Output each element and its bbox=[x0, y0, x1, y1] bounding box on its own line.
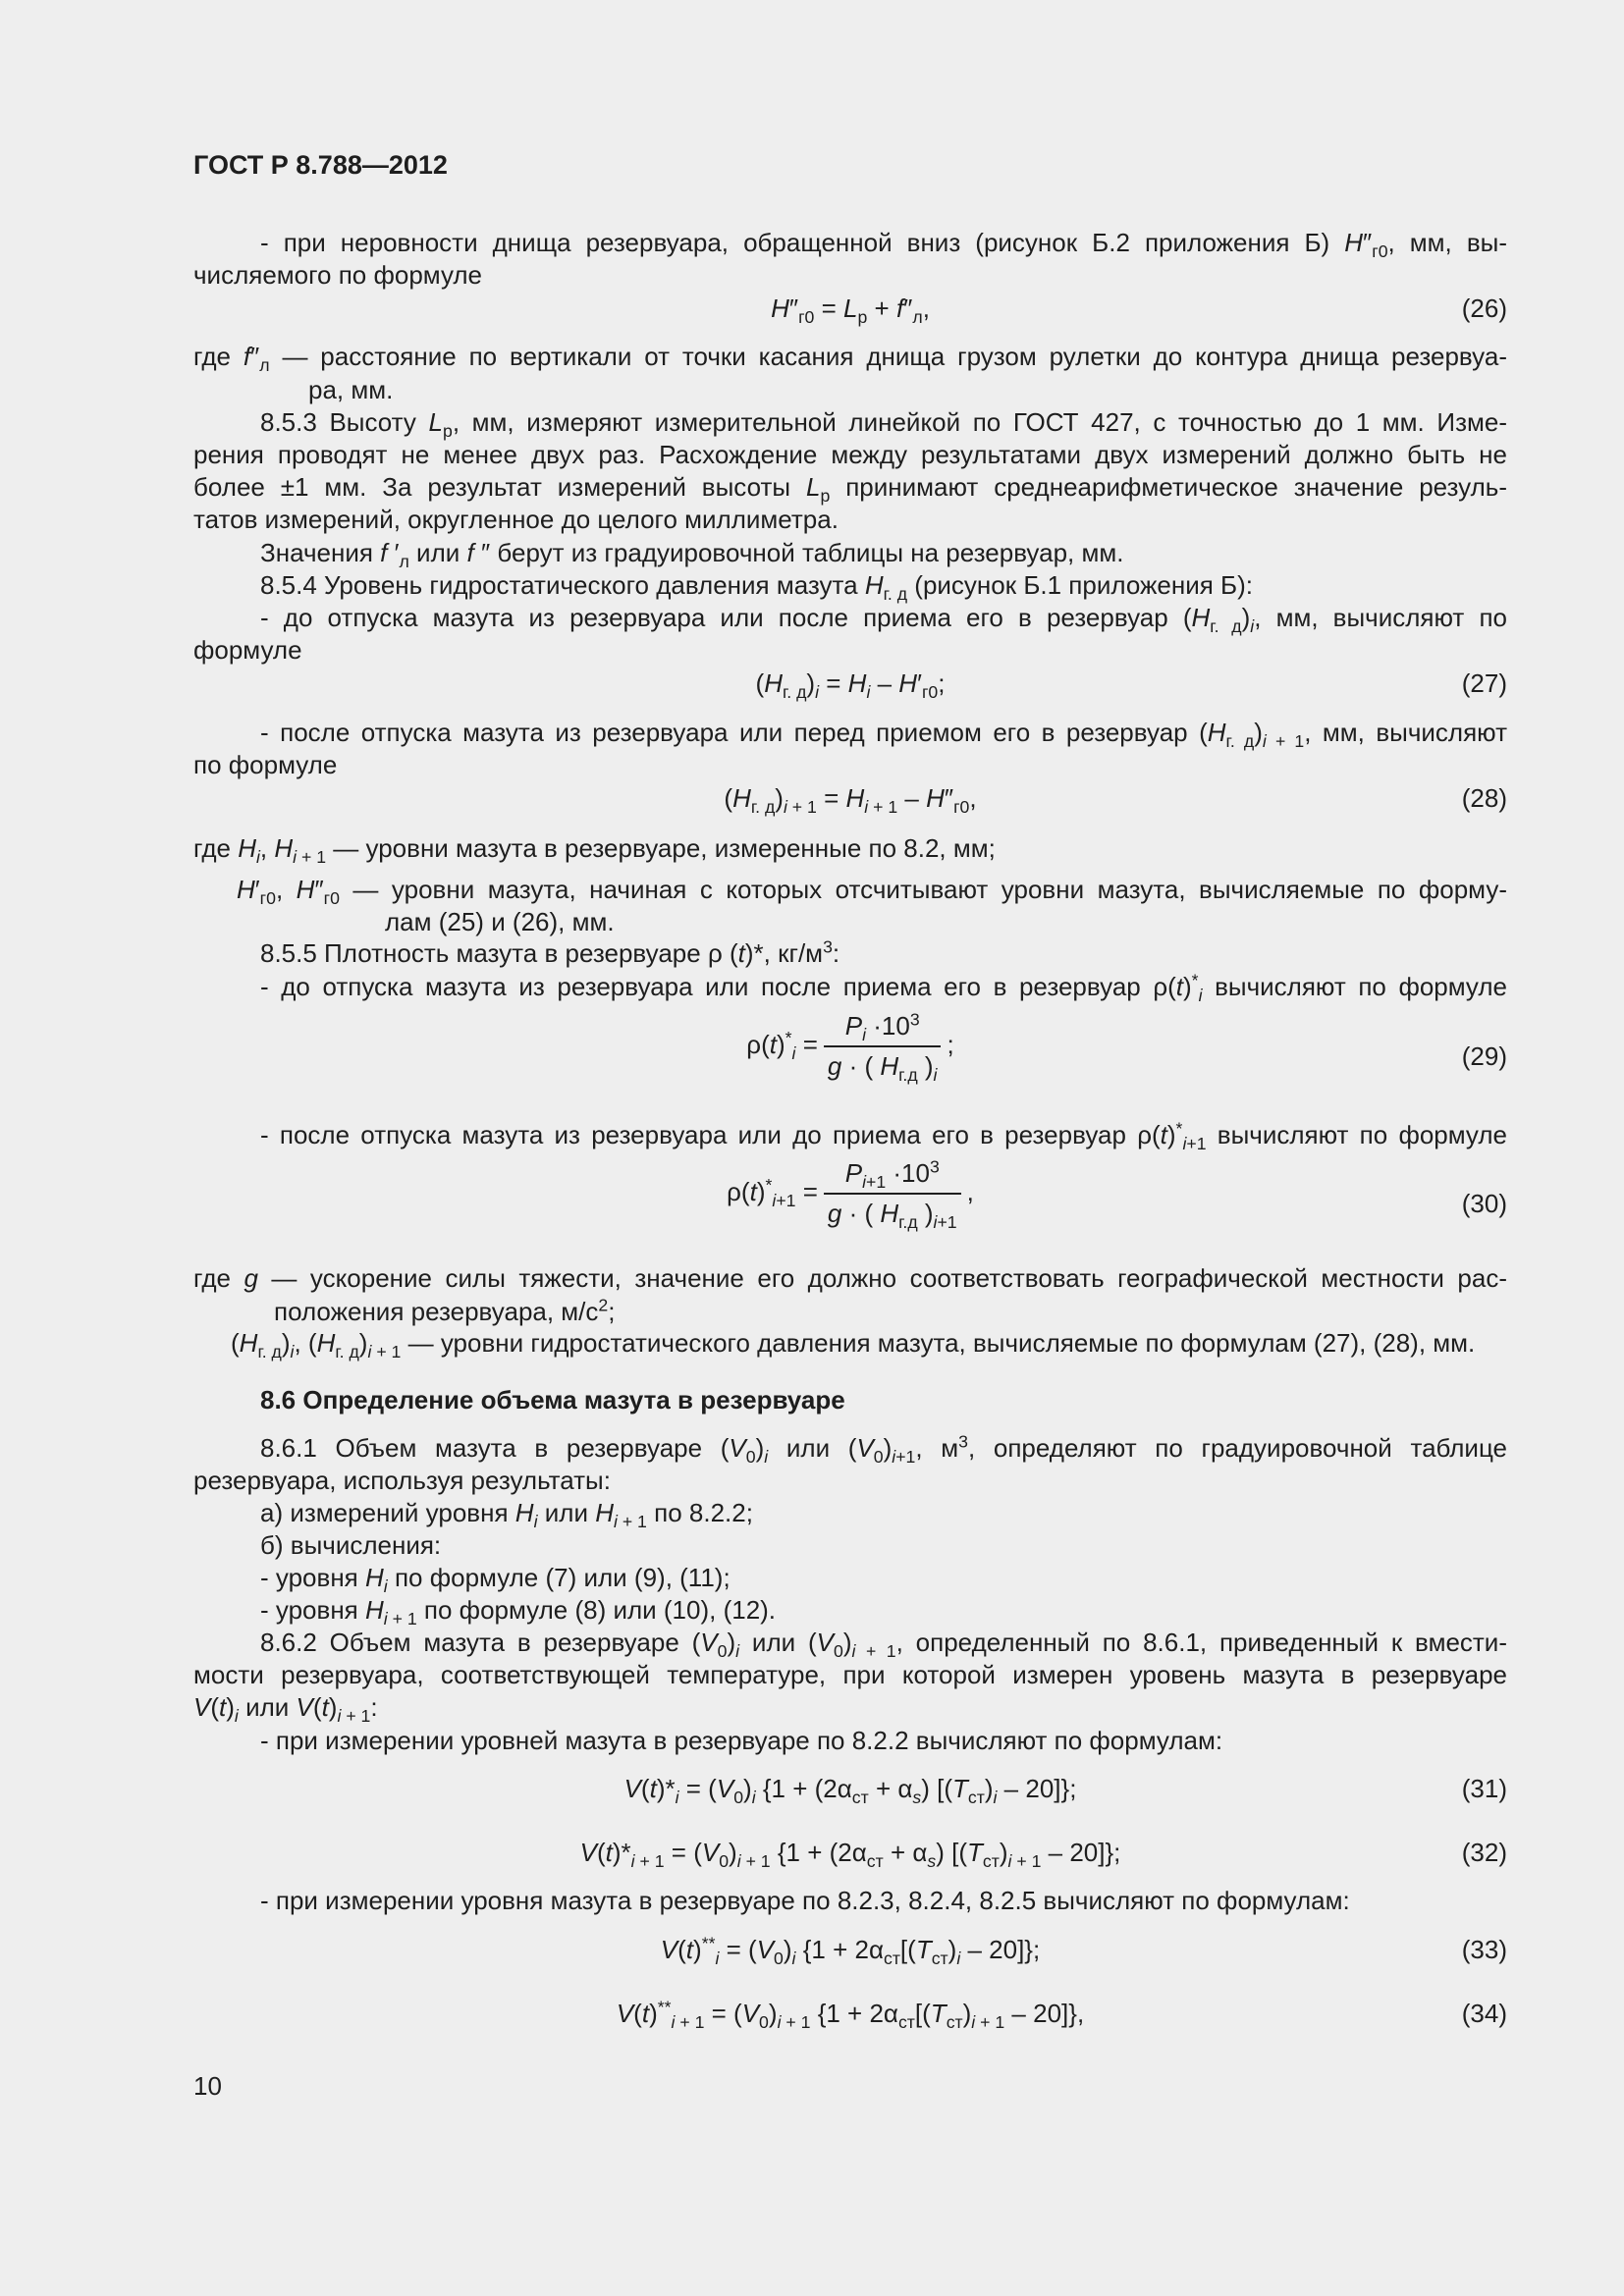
equation-number: (28) bbox=[1461, 783, 1507, 813]
equation-number: (31) bbox=[1461, 1774, 1507, 1803]
paragraph-line: более ±1 мм. За результат измерений высоты $L_р$ принимают среднеарифметическое значение резуль- bbox=[193, 472, 1507, 507]
paragraph-line: 8.5.4 Уровень гидростатического давления мазута $H_{г. д}$ (рисунок Б.1 приложения Б): bbox=[260, 570, 1253, 605]
paragraph-line: - до отпуска мазута из резервуара или после приема его в резервуар $(H_{г. д})_i$, мм, вычисляют по bbox=[260, 603, 1507, 637]
paragraph-line: - до отпуска мазута из резервуара или после приема его в резервуар $\rho(t)^*_i$ вычисляют по формуле bbox=[260, 970, 1507, 1006]
formula-26: $H''_{г0} = L_р + f''_л$, bbox=[771, 294, 930, 328]
paragraph-line: рения проводят не менее двух раз. Расхождение между результатами двух измерений должно быть не bbox=[193, 440, 1507, 469]
paragraph-line: - при измерении уровня мазута в резервуаре по 8.2.3, 8.2.4, 8.2.5 вычисляют по формулам: bbox=[260, 1886, 1350, 1915]
list-item: - уровня $H_{i + 1}$ по формуле (8) или (10), (12). bbox=[260, 1595, 777, 1629]
formula-34: $V(t)^{**}_{i + 1} = (V_0)_{i + 1}$ $\{1 + 2\alpha_{ст}[(T_{ст})_{i + 1} - 20]\}$, bbox=[616, 1997, 1085, 2033]
formula-30: $\rho(t)^*_{i+1}$ = $\frac{P_{i+1} \cdot 10^3}{g \cdot ( H_{г.д} )_{i+1}}$ , bbox=[727, 1156, 974, 1233]
paragraph-line: по формуле bbox=[193, 750, 338, 779]
definition-line: где $H_i$, $H_{i + 1}$ — уровни мазута в резервуаре, измеренные по 8.2, мм; bbox=[193, 833, 996, 868]
definition-line: лам (25) и (26), мм. bbox=[385, 907, 615, 936]
paragraph-line: 8.5.5 Плотность мазута в резервуаре ρ (t)*, $кг/м^3$: bbox=[260, 936, 840, 968]
section-heading: 8.6 Определение объема мазута в резервуаре bbox=[260, 1385, 845, 1415]
page-number: 10 bbox=[193, 2071, 222, 2101]
list-item: а) измерений уровня $H_i$ или $H_{i + 1}$ по 8.2.2; bbox=[260, 1498, 753, 1532]
paragraph-line: 8.5.3 Высоту $L_р$, мм, измеряют измерительной линейкой по ГОСТ 427, с точностью до 1 мм. Изме- bbox=[260, 407, 1507, 442]
equation-number: (27) bbox=[1461, 668, 1507, 698]
formula-28: $(H_{г. д})_{i + 1} = H_{i + 1} - H''_{г0}$, bbox=[724, 783, 977, 818]
paragraph-line: - после отпуска мазута из резервуара или до приема его в резервуар $\rho(t)^*_{i+1}$ вычисляют по формуле bbox=[260, 1118, 1507, 1154]
definition-line: ра, мм. bbox=[308, 375, 394, 404]
paragraph-line: 8.6.2 Объем мазута в резервуаре $(V_0)_i$ или $(V_0)_{i + 1}$, определенный по 8.6.1, приведенный к вмести- bbox=[260, 1628, 1507, 1662]
formula-32: $V(t)*_{i + 1} = (V_0)_{i + 1}$ {$1 + (2\alpha_{ст} + \alpha_s)$ $[(T_{ст})_{i + 1} - 20]$}; bbox=[579, 1838, 1121, 1872]
list-item: б) вычисления: bbox=[260, 1530, 442, 1560]
paragraph-line: - при неровности днища резервуара, обращенной вниз (рисунок Б.2 приложения Б) $H''_{г0}$, мм, вы- bbox=[260, 228, 1507, 262]
paragraph-line: $V(t)_i$ или $V(t)_{i + 1}$: bbox=[193, 1692, 378, 1727]
paragraph-line: татов измерений, округленное до целого миллиметра. bbox=[193, 505, 839, 534]
formula-27: $(H_{г. д})_i = H_i - H'_{г0}$; bbox=[755, 668, 946, 703]
paragraph-line: числяемого по формуле bbox=[193, 260, 483, 290]
paragraph-line: формуле bbox=[193, 635, 302, 665]
equation-number: (33) bbox=[1461, 1935, 1507, 1964]
equation-number: (34) bbox=[1461, 1999, 1507, 2028]
definition-line: где g — ускорение силы тяжести, значение его должно соответствовать географической местности рас- bbox=[193, 1263, 1507, 1293]
paragraph-line: - после отпуска мазута из резервуара или перед приемом его в резервуар $(H_{г. д})_{i + 1}$, мм, вычисляют bbox=[260, 718, 1508, 752]
formula-33: $V(t)^{**}_i = (V_0)_i$ $\{1 + 2\alpha_{ст}[(T_{ст})_i - 20]\}$; bbox=[660, 1933, 1041, 1969]
definition-line: где $f''_л$ — расстояние по вертикали от точки касания днища грузом рулетки до контура днища резервуа- bbox=[193, 342, 1507, 376]
paragraph-line: Значения f $'_л$ или f ″ берут из градуировочной таблицы на резервуар, мм. bbox=[260, 538, 1124, 572]
paragraph-line: - при измерении уровней мазута в резервуаре по 8.2.2 вычисляют по формулам: bbox=[260, 1726, 1223, 1755]
equation-number: (32) bbox=[1461, 1838, 1507, 1867]
document-header: ГОСТ Р 8.788—2012 bbox=[193, 150, 448, 180]
paragraph-line: мости резервуара, соответствующей температуре, при которой измерен уровень мазута в резервуаре bbox=[193, 1660, 1507, 1689]
formula-31: $V(t)*_i = (V_0)_i$ {$1 + (2\alpha_{ст} + \alpha_s)$ $[(T_{ст})_i - 20]$}; bbox=[623, 1774, 1077, 1808]
equation-number: (26) bbox=[1461, 294, 1507, 323]
equation-number: (30) bbox=[1461, 1189, 1507, 1218]
definition-line: $H'_{г0}$, $H''_{г0}$ — уровни мазута, начиная с которых отсчитывают уровни мазута, вычисляемые по форму- bbox=[237, 875, 1507, 909]
list-item: - уровня $H_i$ по формуле (7) или (9), (11); bbox=[260, 1563, 731, 1597]
formula-29: $\rho(t)^*_i$ = $\frac{P_i \cdot 10^3}{g \cdot ( H_{г.д} )_i}$ ; bbox=[746, 1009, 954, 1086]
definition-line: положения резервуара, $м/с^2$; bbox=[274, 1295, 616, 1326]
equation-number: (29) bbox=[1461, 1041, 1507, 1071]
definition-line: $(H_{г. д})_i$, $(H_{г. д})_{i + 1}$ — уровни гидростатического давления мазута, вычисляемые по формулам (27), (28), мм. bbox=[231, 1328, 1476, 1362]
paragraph-line: 8.6.1 Объем мазута в резервуаре $(V_0)_i$ или $(V_0)_{i+1}$, $м^3$, определяют по градуировочной таблице bbox=[260, 1431, 1508, 1468]
paragraph-line: резервуара, используя результаты: bbox=[193, 1466, 611, 1495]
